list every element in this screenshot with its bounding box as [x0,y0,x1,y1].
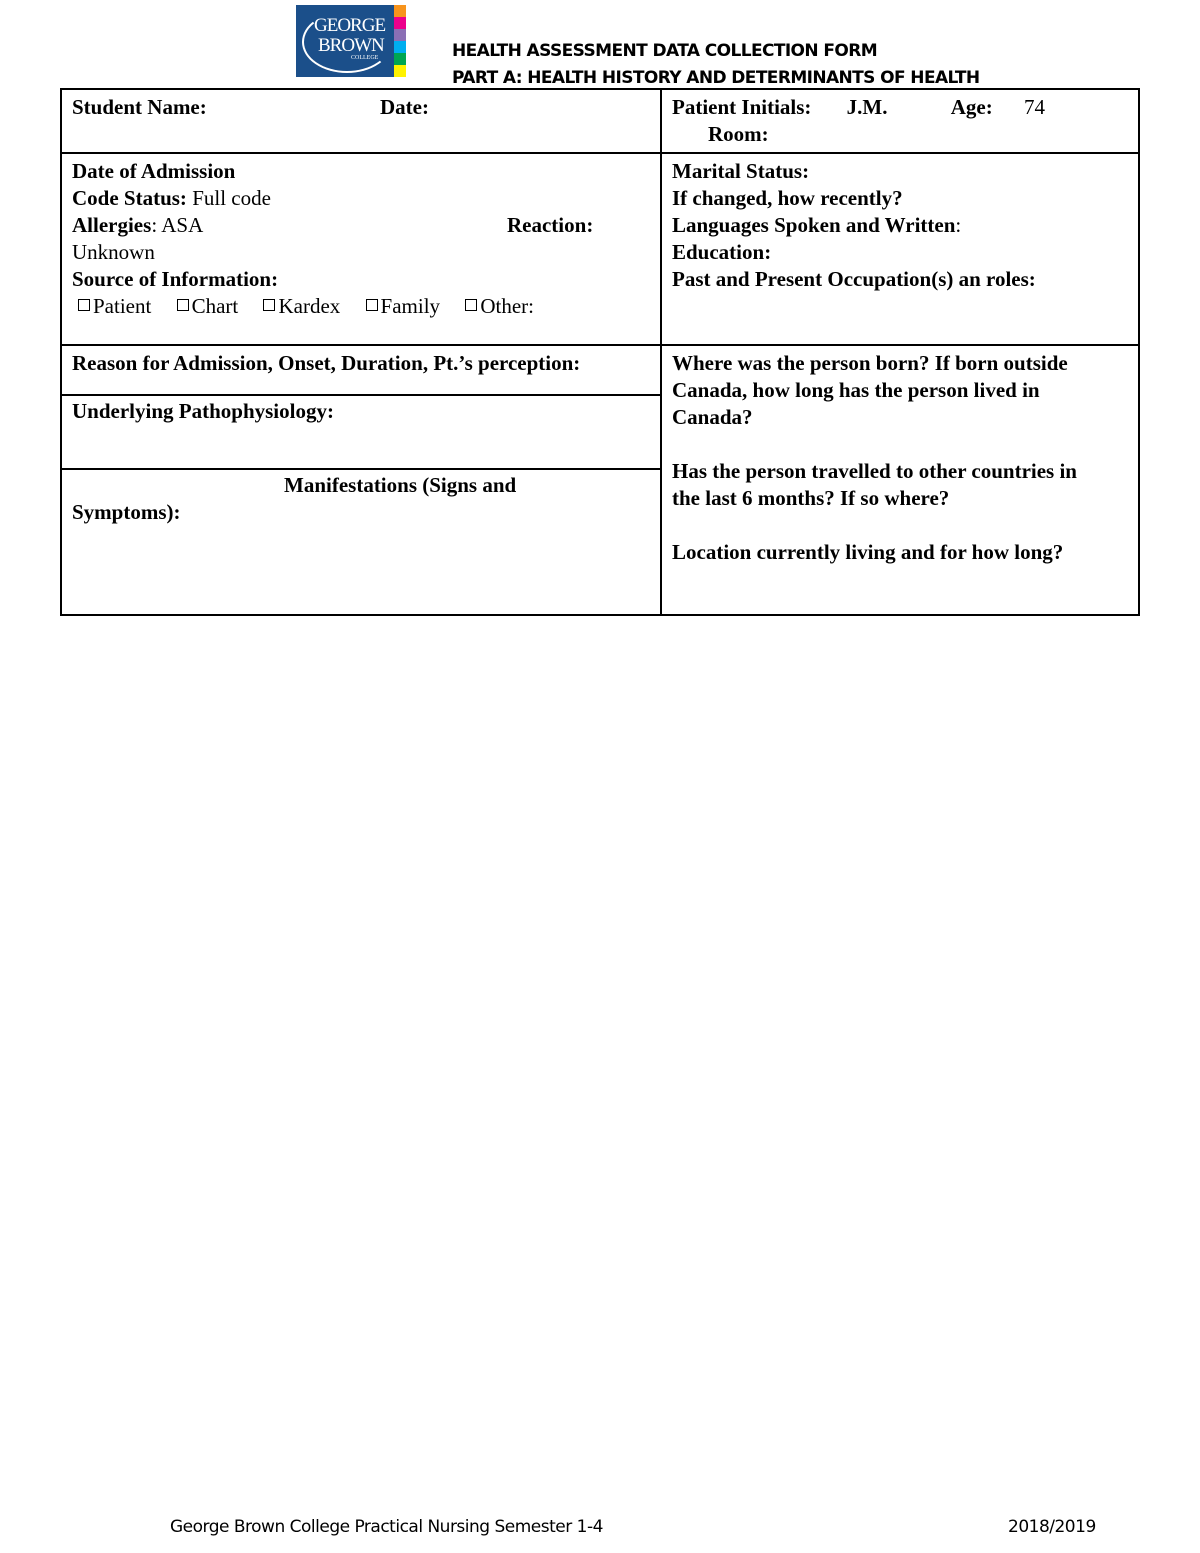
logo-text-brown: BROWN [318,35,384,56]
age-label: Age: [950,95,993,119]
manifestations-label: Manifestations (Signs and [284,473,517,497]
languages-colon: : [955,213,962,237]
room-label: Room: [708,122,769,146]
patient-initials-label: Patient Initials: [672,95,812,119]
reason-label: Reason for Admission, Onset, Duration, Pt.’s perception: [72,351,581,375]
footer-left: George Brown College Practical Nursing Semester 1-4 [170,1517,603,1537]
form-title: HEALTH ASSESSMENT DATA COLLECTION FORM [452,41,878,61]
code-status-value: Full code [192,186,271,210]
travel-question-1: Has the person travelled to other countries in [672,459,1077,483]
source-chart-option[interactable]: Chart [171,294,239,318]
logo-box [296,5,394,77]
reason-section[interactable] [62,346,660,396]
allergies-label: Allergies [72,213,152,237]
student-name-label: Student Name: [72,95,207,119]
source-patient-option[interactable]: Patient [72,294,151,318]
allergies-value: : ASA [151,213,204,237]
born-question-2: Canada, how long has the person lived in [672,378,1040,402]
source-other-option[interactable]: Other: [459,294,534,318]
patient-info-cell[interactable] [661,89,1139,153]
source-family-option[interactable]: Family [360,294,441,318]
symptoms-label: Symptoms): [72,500,181,524]
identity-row [61,89,1139,153]
college-logo [296,5,409,77]
pathophysiology-section[interactable] [62,396,660,470]
student-info-cell[interactable] [61,89,661,153]
assessment-form-table [60,88,1140,616]
reaction-value: Unknown [72,240,155,264]
checkbox-icon[interactable] [465,299,477,311]
form-header [452,38,980,92]
age-value: 74 [1023,95,1045,119]
born-question-1: Where was the person born? If born outside [672,351,1068,375]
location-question: Location currently living and for how long? [672,540,1064,564]
born-question-3: Canada? [672,405,753,429]
patient-initials-value: J.M. [846,95,888,119]
date-of-admission-label: Date of Admission [72,159,236,183]
clinical-row [61,345,1139,615]
checkbox-icon[interactable] [78,299,90,311]
if-changed-label: If changed, how recently? [672,186,903,210]
logo-text-college: COLLEGE [351,55,379,61]
marital-status-label: Marital Status: [672,159,810,183]
footer-right: 2018/2019 [1008,1517,1096,1537]
checkbox-icon[interactable] [263,299,275,311]
manifestations-section[interactable] [62,470,660,614]
reaction-label: Reaction: [507,213,594,237]
clinical-cell [61,345,661,615]
form-subtitle: PART A: HEALTH HISTORY AND DETERMINANTS OF HEALTH [452,68,980,88]
origin-cell[interactable] [661,345,1139,615]
pathophysiology-label: Underlying Pathophysiology: [72,399,334,423]
source-options [72,293,650,320]
logo-text-george: GEORGE [314,15,386,36]
checkbox-icon[interactable] [366,299,378,311]
occupation-label: Past and Present Occupation(s) an roles: [672,267,1036,291]
code-status-label: Code Status: [72,186,187,210]
admission-row [61,153,1139,345]
languages-label: Languages Spoken and Written [672,213,956,237]
date-label: Date: [380,95,429,119]
logo-color-stripes [394,5,406,77]
checkbox-icon[interactable] [177,299,189,311]
source-kardex-option[interactable]: Kardex [257,294,340,318]
social-cell[interactable] [661,153,1139,345]
admission-cell[interactable] [61,153,661,345]
travel-question-2: the last 6 months? If so where? [672,486,950,510]
source-of-information-label: Source of Information: [72,267,279,291]
education-label: Education: [672,240,772,264]
